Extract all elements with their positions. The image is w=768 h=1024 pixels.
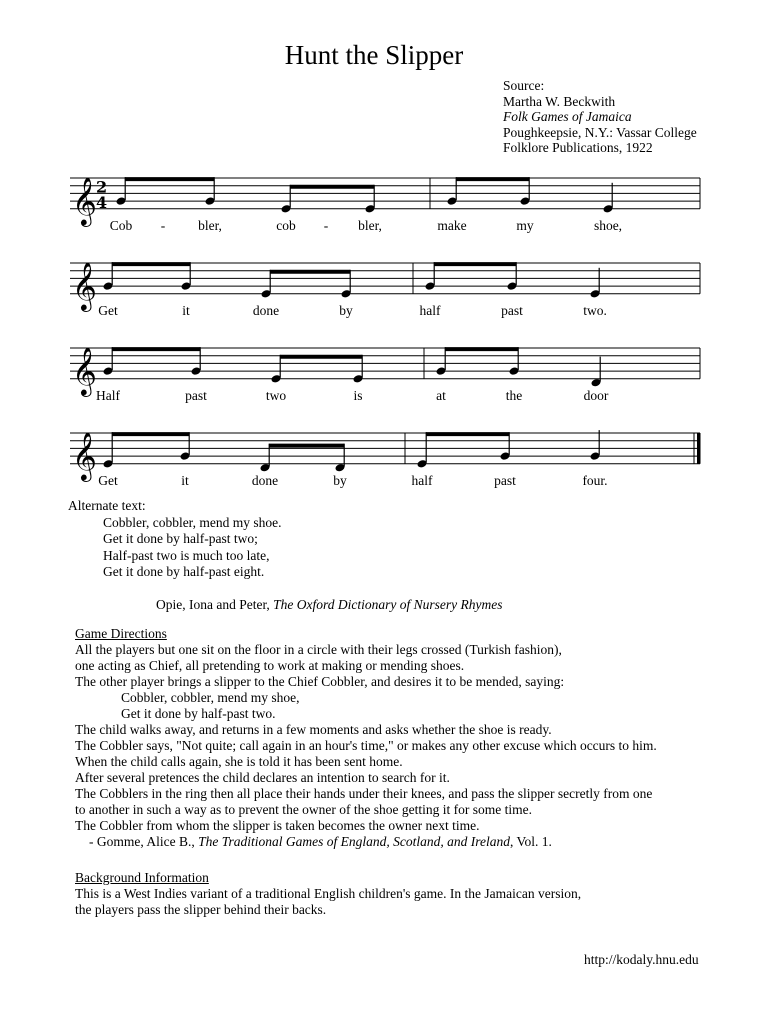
lyric-syllable: half [411,472,433,488]
alternate-line: Half-past two is much too late, [103,547,270,563]
source-label: Source: [503,78,545,93]
game-heading: Game Directions [75,626,167,641]
lyric-syllable: my [516,217,534,233]
source-book: Folk Games of Jamaica [503,109,632,124]
beam [426,432,509,436]
game-cite-prefix: - Gomme, Alice B., [89,834,199,849]
lyric-syllable: two. [583,302,607,318]
lyric-syllable: by [339,302,353,318]
beam [445,347,518,351]
lyric-syllable: four. [582,472,608,488]
lyric-syllable: past [494,472,516,488]
source-author: Martha W. Beckwith [503,93,616,109]
beam [112,262,190,266]
lyric-syllable: done [252,302,280,318]
alternate-line: Cobbler, cobbler, mend my shoe. [103,514,282,530]
beam [280,355,362,359]
lyric-syllable: two [265,387,287,403]
game-citation [75,834,657,850]
lyric-syllable: Half [96,387,120,403]
lyric-syllable: by [333,472,347,488]
alternate-text-block [68,498,282,581]
game-line: The Cobbler says, "Not quite; call again in an hour's time," or makes any other excuse which occurs to him. [75,738,657,753]
game-line: one acting as Chief, all pretending to work at making or mending shoes. [75,658,465,673]
background-info [75,870,581,918]
treble-clef-icon: 𝄞 [72,345,97,395]
game-line: to another in such a way as to prevent the owner of the shoe getting it for some time. [75,802,533,817]
game-line: All the players but one sit on the floor in a circle with their legs crossed (Turkish fashion), [75,642,562,657]
game-cite-title: The Traditional Games of England, Scotland, and Ireland [198,834,510,849]
lyric-syllable: shoe, [593,217,623,233]
time-signature-top: 2 [96,177,108,197]
beam [112,347,200,351]
beam [290,185,374,189]
lyric-syllable: past [185,387,207,403]
lyric-syllable: cob [276,217,296,233]
beam [456,177,529,181]
lyric-syllable: at [436,387,446,403]
lyric-syllable: door [583,387,609,403]
final-barline [697,433,701,464]
lyric-syllable: Cob [109,217,133,233]
source-publisher-1: Poughkeepsie, N.Y.: Vassar College [503,124,697,140]
game-line: The Cobblers in the ring then all place their hands under their knees, and pass the slipper secretly from one [75,786,653,801]
background-line: This is a West Indies variant of a traditional English children's game. In the Jamaican version, [75,886,582,901]
lyric-syllable: make [437,217,467,233]
lyric-syllable: bler, [198,217,222,233]
game-line: After several pretences the child declares an intention to search for it. [75,770,450,785]
page-title: Hunt the Slipper [284,40,464,70]
opie-citation [156,597,503,613]
alternate-line: Get it done by half-past two; [103,531,258,546]
lyric-syllable: the [505,387,523,403]
game-directions [75,626,657,850]
beam [434,262,516,266]
game-cite-suffix: , Vol. 1. [509,834,552,849]
treble-clef-icon: 𝄞 [72,260,97,310]
game-line: The other player brings a slipper to the Chief Cobbler, and desires it to be mended, saying: [75,674,565,689]
treble-clef-icon: 𝄞 [72,430,97,480]
lyric-syllable: bler, [358,217,382,233]
beam [112,432,189,436]
alternate-heading: Alternate text: [68,498,146,513]
lyric-syllable: Get [98,302,118,318]
background-line: the players pass the slipper behind their backs. [75,902,327,917]
beam [270,270,350,274]
game-quote-line: Cobbler, cobbler, mend my shoe, [121,690,300,705]
music-score [0,0,768,500]
lyric-syllable: - [160,217,166,233]
game-line: The Cobbler from whom the slipper is taken becomes the owner next time. [75,818,480,833]
lyric-syllable: Get [98,472,118,488]
opie-prefix: Opie, Iona and Peter, [156,597,274,612]
opie-title: The Oxford Dictionary of Nursery Rhymes [273,597,503,612]
beam [269,444,344,448]
alternate-line: Get it done by half-past eight. [103,564,265,579]
lyric-syllable: past [501,302,523,318]
beam [125,177,214,181]
time-signature-bottom: 4 [96,192,108,212]
source-publisher-2: Folklore Publications, 1922 [503,140,653,155]
lyric-syllable: it [181,472,189,488]
lyric-syllable: half [419,302,441,318]
background-heading: Background Information [75,870,209,885]
lyric-syllable: done [251,472,279,488]
lyric-syllable: it [182,302,190,318]
game-line: The child walks away, and returns in a few moments and asks whether the shoe is ready. [75,722,552,737]
lyric-syllable: - [323,217,329,233]
game-quote-line: Get it done by half-past two. [121,706,276,721]
footer-url[interactable]: http://kodaly.hnu.edu [584,952,699,967]
game-line: When the child calls again, she is told it has been sent home. [75,754,403,769]
lyric-syllable: is [353,387,363,403]
treble-clef-icon: 𝄞 [72,175,97,225]
